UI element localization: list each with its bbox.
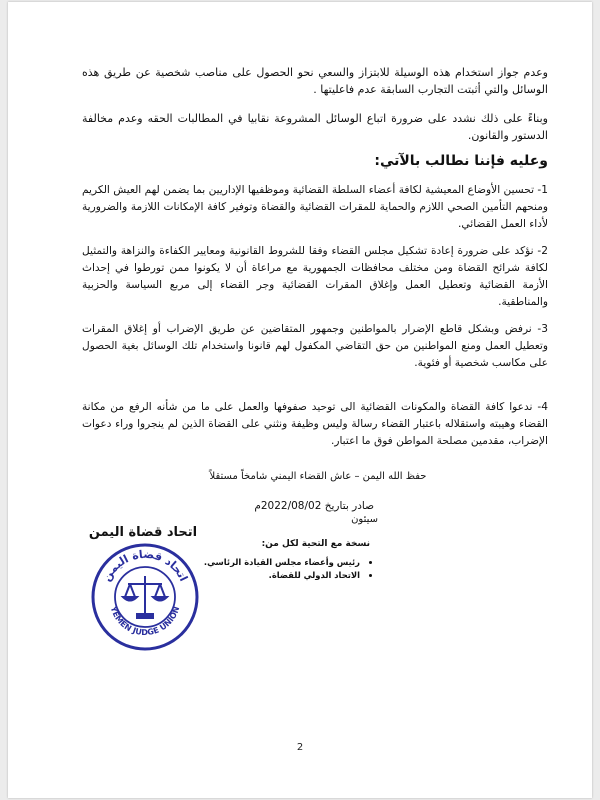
demand-item-3: 3- نرفض وبشكل قاطع الإضرار بالمواطنين وجمهور المتقاضين عن طريق الإضراب أو إغلاق المقرات وتعطيل العمل ومنع المواطنين من حق التقاضي المكفول لهم قانونا واستخدام تلك الوسائل بغية الحصول على مكاسب شخصية أو فئوية. — [82, 323, 548, 369]
scales-icon — [123, 576, 167, 618]
demand-item-1: 1- تحسين الأوضاع المعيشية لكافة أعضاء السلطة القضائية وموظفيها الإداريين بما يضمن لهم العيش الكريم ومنحهم التأمين الصحي اللازم والحماية للمقرات القضائية والقضاة وتوفير كافة الإمكانات اللازمة والضرورية لأداء العمل القضائي. — [82, 184, 548, 230]
union-seal-icon — [90, 542, 200, 652]
seal-arabic-text: اتحاد قضاة اليمن — [100, 547, 191, 584]
signature-place: سيئون — [351, 514, 378, 525]
union-title: اتحاد قضاة اليمن — [88, 525, 198, 540]
copies-list — [204, 556, 374, 582]
demand-item-4: 4- ندعوا كافة القضاة والمكونات القضائية الى توحيد صفوفها والعمل على ما من شأنه الرفع من مكانة القضاء وهيبته واستقلاله باعتبار القضاء رسالة وليس وظيفة ونثني على القضاة الذين لم ينجروا وراء دعوات الإضراب، مقدمين مصلحة المواطن فوق ما اعتبار. — [82, 401, 548, 447]
page-number: 2 — [296, 742, 304, 753]
copies-item: • رئيس وأعضاء مجلس القيادة الرئاسي. — [204, 556, 360, 569]
document-page — [8, 2, 592, 798]
seal-english-text: YEMEN JUDGE UNION — [108, 605, 182, 638]
closing-line: حفظ الله اليمن – عاش القضاء اليمني شامخاً مستقلاً — [209, 471, 427, 482]
copies-item: • الاتحاد الدولي للقضاة. — [204, 569, 360, 582]
copies-title: نسخة مع التحية لكل من: — [261, 539, 370, 549]
issue-date: صادر بتاريخ 2022/08/02م — [254, 500, 374, 512]
paragraph-intro: وعدم جواز استخدام هذه الوسيلة للابتزاز والسعي نحو الحصول على مناصب شخصية عن طريق هذه الوسائل والتي أثبتت التجارب السابقة عدم فاعليتها . — [82, 66, 548, 96]
paragraph-emphasis: وبناءً على ذلك نشدد على ضرورة اتباع الوسائل المشروعة نقابيا في المطالبات الحقه وعدم مخالفة الدستور والقانون. — [82, 112, 548, 142]
demand-item-2: 2- نؤكد على ضرورة إعادة تشكيل مجلس القضاء وفقا للشروط القانونية ومعايير الكفاءة والنزاهة والتمثيل لكافة شرائح القضاة ومن مختلف محافظات الجمهورية مع مراعاة أن لا يكونوا ممن تورطوا في إحداث الأزمة القضائية وتعطيل العمل وإغلاق المقرات القضائية وجر القضاء إلى مربع السياسة والحزبية والمناطقية. — [82, 245, 548, 308]
demands-heading: وعليه فإننا نطالب بالآتي: — [374, 153, 548, 169]
